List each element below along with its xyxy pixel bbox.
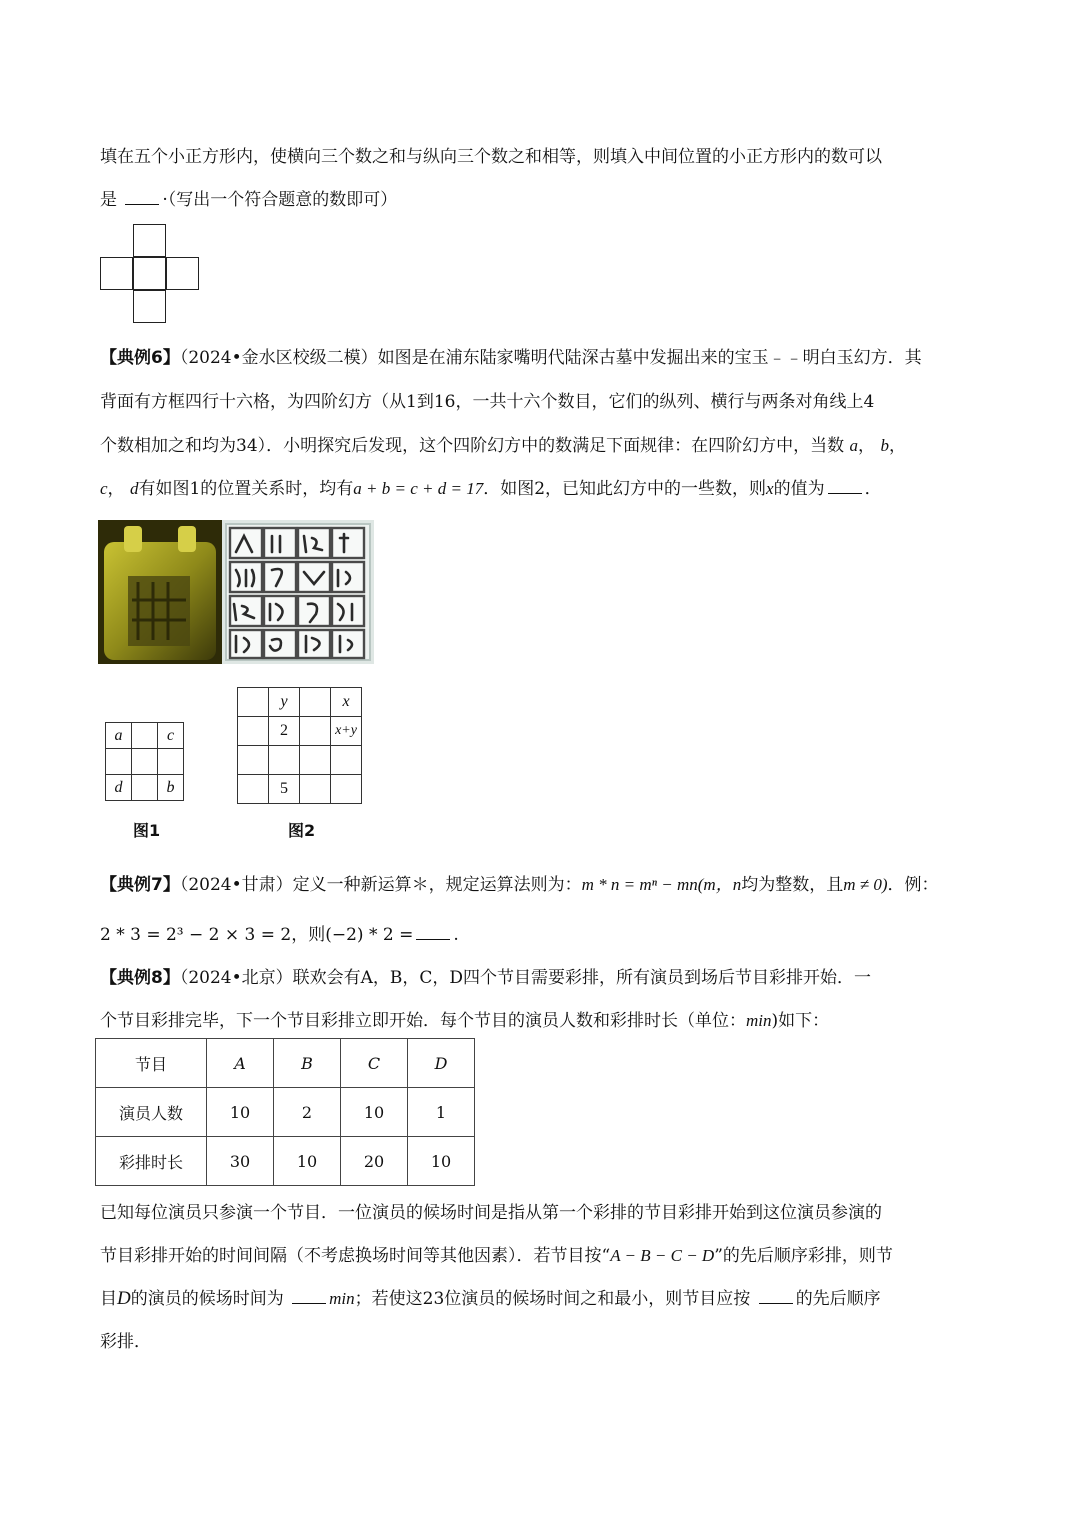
ex8-para-4: 彩排． bbox=[100, 1332, 151, 1352]
ex8-para-2 bbox=[100, 1241, 893, 1266]
table-header-cell: B bbox=[274, 1039, 341, 1088]
rehearsal-table bbox=[95, 1038, 475, 1186]
fig2-cell bbox=[331, 746, 362, 775]
answer-blank bbox=[125, 190, 159, 205]
table-cell: 彩排时长 bbox=[96, 1137, 207, 1186]
ex7-example: 2 * 3 = 2³ − 2 × 3 = 2 bbox=[100, 925, 292, 945]
ex8-para-3a: 目 bbox=[100, 1289, 117, 1309]
ex8-para-2a: 节目彩排开始的时间间隔（不考虑换场时间等其他因素）．若节目按“ bbox=[100, 1246, 611, 1266]
cross-figure bbox=[100, 224, 202, 326]
cross-square-bottom bbox=[133, 290, 166, 323]
table-header-cell: 节目 bbox=[96, 1039, 207, 1088]
var-d: d bbox=[129, 479, 139, 498]
ex6-equation: a + b = c + d = 17 bbox=[353, 479, 484, 498]
ex8-order: A − B − C − D bbox=[610, 1246, 715, 1265]
ex7-text-3: ．例： bbox=[887, 875, 939, 895]
ex6-answer-blank bbox=[828, 479, 862, 494]
ex7-answer-blank bbox=[416, 925, 450, 940]
table-row bbox=[96, 1088, 475, 1137]
cross-square-top bbox=[133, 224, 166, 257]
fig1-cell bbox=[132, 723, 158, 749]
fig2-cell bbox=[300, 775, 331, 804]
table-cell: 10 bbox=[274, 1137, 341, 1186]
table-cell: 2 bbox=[274, 1088, 341, 1137]
ex8-tag: 【典例8】 bbox=[100, 968, 180, 988]
var-a: a bbox=[849, 436, 859, 455]
var-b: b bbox=[880, 436, 889, 455]
table-cell: 10 bbox=[408, 1137, 475, 1186]
table-row bbox=[96, 1039, 475, 1088]
jade-photo-front bbox=[98, 520, 222, 664]
ex6-text-1: 如图是在浦东陆家嘴明代陆深古墓中发掘出来的宝玉﹣﹣明白玉幻方．其 bbox=[377, 348, 922, 368]
ex8-para-3 bbox=[100, 1284, 881, 1310]
ex7-end: . bbox=[453, 925, 459, 945]
intro-line-2 bbox=[100, 185, 397, 210]
intro-line-2-post: ·（写出一个符合题意的数即可） bbox=[162, 190, 398, 210]
ex7-question: (−2) * 2 = bbox=[325, 925, 414, 945]
fig1-cell: a bbox=[106, 723, 132, 749]
table-header-cell: D bbox=[408, 1039, 475, 1088]
ex7-text-4: ，则 bbox=[291, 925, 326, 945]
fig2-cell bbox=[331, 775, 362, 804]
ex8-text-1: （2024•北京）联欢会有A，B，C，D四个节目需要彩排，所有演员到场后节目彩排开始．一 bbox=[179, 968, 872, 988]
ex8-answer-blank-1 bbox=[292, 1289, 326, 1304]
var-c: c bbox=[100, 479, 108, 498]
ex8-text-2a: 个节目彩排完毕，下一个节目彩排立即开始．每个节目的演员人数和彩排时长（单位： bbox=[100, 1011, 746, 1031]
ex7-line-1 bbox=[100, 870, 939, 895]
ex6-text-4a: 有如图1的位置关系时，均有 bbox=[138, 479, 354, 499]
fig1-cell bbox=[106, 749, 132, 775]
fig2-cell bbox=[300, 688, 331, 717]
ex8-para-2b: ”的先后顺序彩排，则节 bbox=[714, 1246, 893, 1266]
table-header-cell: C bbox=[341, 1039, 408, 1088]
ex6-line-4: c， d有如图1的位置关系时，均有a + b = c + d = 17．如图2，已知此幻方中的一些数，则x的值为 ． bbox=[100, 479, 882, 499]
ex8-para-3c: ；若使这23位演员的候场时间之和最小，则节目应按 bbox=[354, 1289, 751, 1309]
cross-square-right bbox=[166, 257, 199, 290]
cross-square-center bbox=[133, 257, 166, 290]
fig2-cell bbox=[238, 717, 269, 746]
ex8-answer-blank-2 bbox=[759, 1289, 793, 1304]
fig2-cell bbox=[238, 746, 269, 775]
ex7-tag: 【典例7】 bbox=[100, 875, 180, 895]
table-header-cell: A bbox=[207, 1039, 274, 1088]
ex6-text-4b: ．如图2，已知此幻方中的一些数，则 bbox=[483, 479, 767, 499]
fig2-cell bbox=[300, 717, 331, 746]
ex7-line-2 bbox=[100, 920, 459, 945]
ex6-tag: 【典例6】 bbox=[100, 348, 180, 368]
ex8-unit: min bbox=[746, 1011, 772, 1030]
ex7-condition: m ≠ 0) bbox=[843, 875, 888, 894]
ex6-source: （2024•金水区校级二模） bbox=[179, 348, 378, 368]
jade-photo-back bbox=[222, 520, 374, 664]
ex6-line-3: 个数相加之和均为34）．小明探究后发现，这个四阶幻方中的数满足下面规律：在四阶幻方中，当数 a， b， bbox=[100, 436, 906, 456]
ex7-text-1: （2024•甘肃）定义一种新运算＊，规定运算法则为： bbox=[179, 875, 582, 895]
fig1-cell bbox=[132, 775, 158, 801]
ex6-line-2: 背面有方框四行十六格，为四阶幻方（从1到16，一共十六个数目，它们的纵列、横行与两条对角线上4 bbox=[100, 392, 875, 412]
intro-line-1: 填在五个小正方形内，使横向三个数之和与纵向三个数之和相等，则填入中间位置的小正方形内的数可以 bbox=[100, 147, 882, 167]
figure-1-grid bbox=[105, 722, 184, 801]
table-cell: 10 bbox=[207, 1088, 274, 1137]
ex8-para-3b: 的演员的候场时间为 bbox=[130, 1289, 284, 1309]
table-cell: 1 bbox=[408, 1088, 475, 1137]
figure-2-label: 图2 bbox=[288, 821, 316, 840]
ex7-text-2: 均为整数，且 bbox=[741, 875, 844, 895]
fig2-cell: x+y bbox=[331, 717, 362, 746]
ex6-text-3: 个数相加之和均为34）．小明探究后发现，这个四阶幻方中的数满足下面规律：在四阶幻方中，当数 bbox=[100, 436, 845, 456]
ex6-text-4c: 的值为 bbox=[773, 479, 825, 499]
table-cell: 20 bbox=[341, 1137, 408, 1186]
fig1-cell: d bbox=[106, 775, 132, 801]
ex8-para-3d: 的先后顺序 bbox=[795, 1289, 881, 1309]
fig1-cell bbox=[132, 749, 158, 775]
cross-square-left bbox=[100, 257, 133, 290]
ex8-line-1 bbox=[100, 963, 871, 988]
fig2-cell bbox=[300, 746, 331, 775]
ex6-line-1 bbox=[100, 343, 922, 368]
fig2-cell: 2 bbox=[269, 717, 300, 746]
figure-2-grid bbox=[237, 687, 362, 804]
fig2-cell: 5 bbox=[269, 775, 300, 804]
fig1-cell: c bbox=[158, 723, 184, 749]
fig2-cell: y bbox=[269, 688, 300, 717]
figure-1-label: 图1 bbox=[133, 821, 161, 840]
fig2-cell bbox=[269, 746, 300, 775]
table-cell: 10 bbox=[341, 1088, 408, 1137]
ex8-line-2 bbox=[100, 1006, 829, 1031]
ex8-text-2b: )如下： bbox=[771, 1011, 830, 1031]
table-row bbox=[96, 1137, 475, 1186]
table-cell: 演员人数 bbox=[96, 1088, 207, 1137]
var-x: x bbox=[766, 479, 774, 498]
ex8-para-1: 已知每位演员只参演一个节目．一位演员的候场时间是指从第一个彩排的节目彩排开始到这位演员参演的 bbox=[100, 1203, 882, 1223]
intro-line-2-pre: 是 bbox=[100, 190, 117, 210]
ex7-formula: m * n = mⁿ − mn(m，n bbox=[581, 875, 742, 894]
fig2-cell: x bbox=[331, 688, 362, 717]
fig2-cell bbox=[238, 775, 269, 804]
fig2-cell bbox=[238, 688, 269, 717]
fig1-cell bbox=[158, 749, 184, 775]
ex8-unit-min: min bbox=[329, 1289, 355, 1308]
fig1-cell: b bbox=[158, 775, 184, 801]
table-cell: 30 bbox=[207, 1137, 274, 1186]
ex8-var-d: D bbox=[117, 1288, 131, 1309]
